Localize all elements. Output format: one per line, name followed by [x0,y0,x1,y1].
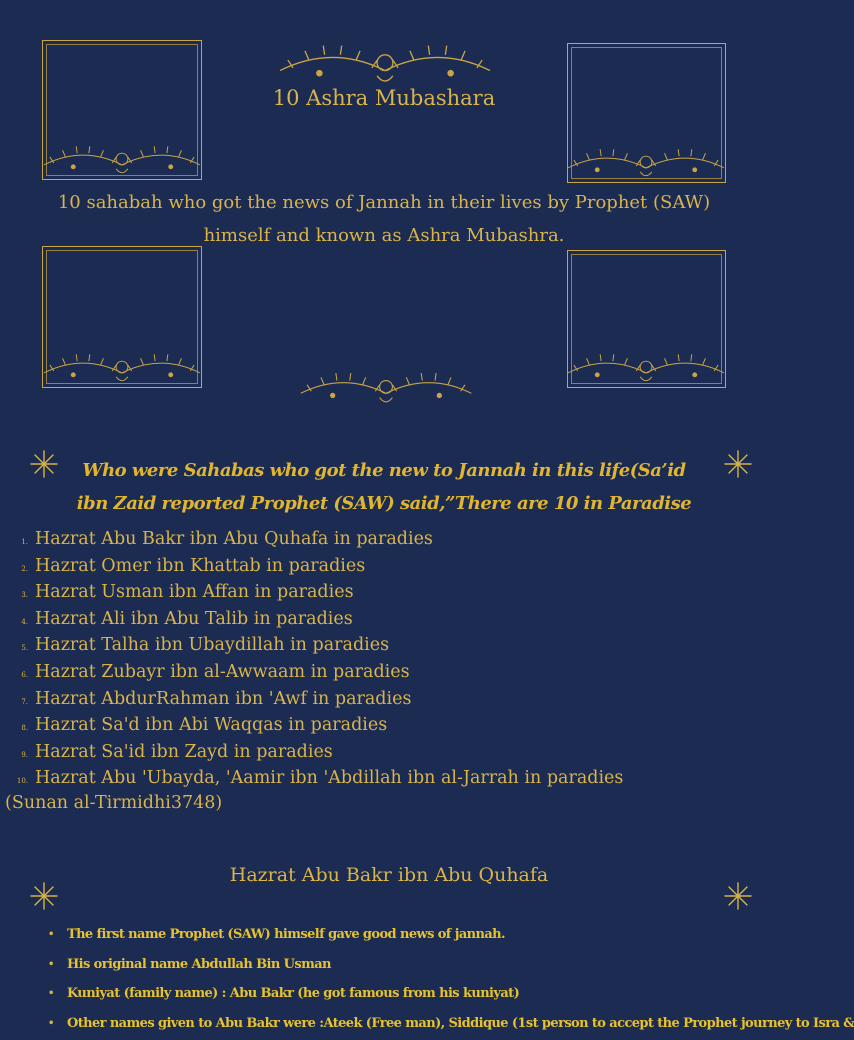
fact-text: Other names given to Abu Bakr were :Ateek (Free man), Siddique (1st person to accept the Prophet journey to Isra & [67,1016,854,1031]
list-item-text: Hazrat Talha ibn Ubaydillah in paradies [35,635,389,655]
star-icon [724,450,752,478]
list-item-number: 2. [10,556,28,583]
list-item-text: Hazrat Omer ibn Khattab in paradies [35,556,365,576]
list-item [0,765,623,792]
bullet: • [48,1011,54,1037]
list-item-text: Hazrat AbdurRahman ibn 'Awf in paradies [35,689,411,709]
fact-text: His original name Abdullah Bin Usman [67,957,331,972]
paradise-list [0,526,623,792]
star-icon [724,882,752,910]
list-item [0,712,623,739]
list-item [0,553,623,580]
list-item [0,606,623,633]
bullet: • [48,922,54,948]
list-item [0,632,623,659]
list-item [0,526,623,553]
list-item-number: 3. [10,582,28,609]
page-title: 10 Ashra Mubashara [0,86,768,110]
list-item-text: Hazrat Sa'id ibn Zayd in paradies [35,742,333,762]
list-item-number: 6. [10,662,28,689]
fact-text: Kuniyat (family name) : Abu Bakr (he got famous from his kuniyat) [67,986,519,1001]
list-item-number: 1. [10,529,28,556]
floral-ornament-frame-ml-icon [44,350,200,386]
section-heading: Hazrat Abu Bakr ibn Abu Quhafa [0,864,778,886]
list-item-text: Hazrat Sa'd ibn Abi Waqqas in paradies [35,715,387,735]
bullet: • [48,981,54,1007]
list-item-text: Hazrat Ali ibn Abu Talib in paradies [35,609,353,629]
facts-list [48,922,854,1040]
floral-ornament-frame-tr-icon [568,145,724,181]
list-item [0,659,623,686]
list-item [0,686,623,713]
list-item [48,1011,854,1040]
list-item-number: 8. [10,715,28,742]
list-item-text: Hazrat Abu 'Ubayda, 'Aamir ibn 'Abdillah ibn al-Jarrah in paradies [35,768,623,788]
list-item-number: 4. [10,609,28,636]
list-item [48,981,854,1011]
bullet: • [48,952,54,978]
list-item [0,579,623,606]
intro-text: 10 sahabah who got the news of Jannah in their lives by Prophet (SAW) himself and known as Ashra Mubashra. [50,186,718,252]
star-icon [30,450,58,478]
list-heading: Who were Sahabas who got the new to Jannah in this life(Sa’id ibn Zaid reported Prophet (SAW) said,”There are 10 in Paradise [70,454,698,520]
list-item [0,739,623,766]
floral-ornament-bottom-icon [296,372,476,404]
list-item-number: 9. [10,742,28,769]
list-item-text: Hazrat Usman ibn Affan in paradies [35,582,354,602]
floral-ornament-frame-mr-icon [568,350,724,386]
star-icon [30,882,58,910]
floral-ornament-frame-tl-icon [44,142,200,178]
floral-ornament-top-icon [280,42,490,86]
source-citation: (Sunan al-Tirmidhi3748) [5,793,222,813]
list-item-number: 10. [10,768,28,795]
list-item [48,922,854,952]
list-item-text: Hazrat Zubayr ibn al-Awwaam in paradies [35,662,410,682]
list-item [48,952,854,982]
fact-text: The first name Prophet (SAW) himself gave good news of jannah. [67,927,505,942]
list-item-number: 7. [10,689,28,716]
list-item-number: 5. [10,635,28,662]
list-item-text: Hazrat Abu Bakr ibn Abu Quhafa in paradies [35,529,433,549]
